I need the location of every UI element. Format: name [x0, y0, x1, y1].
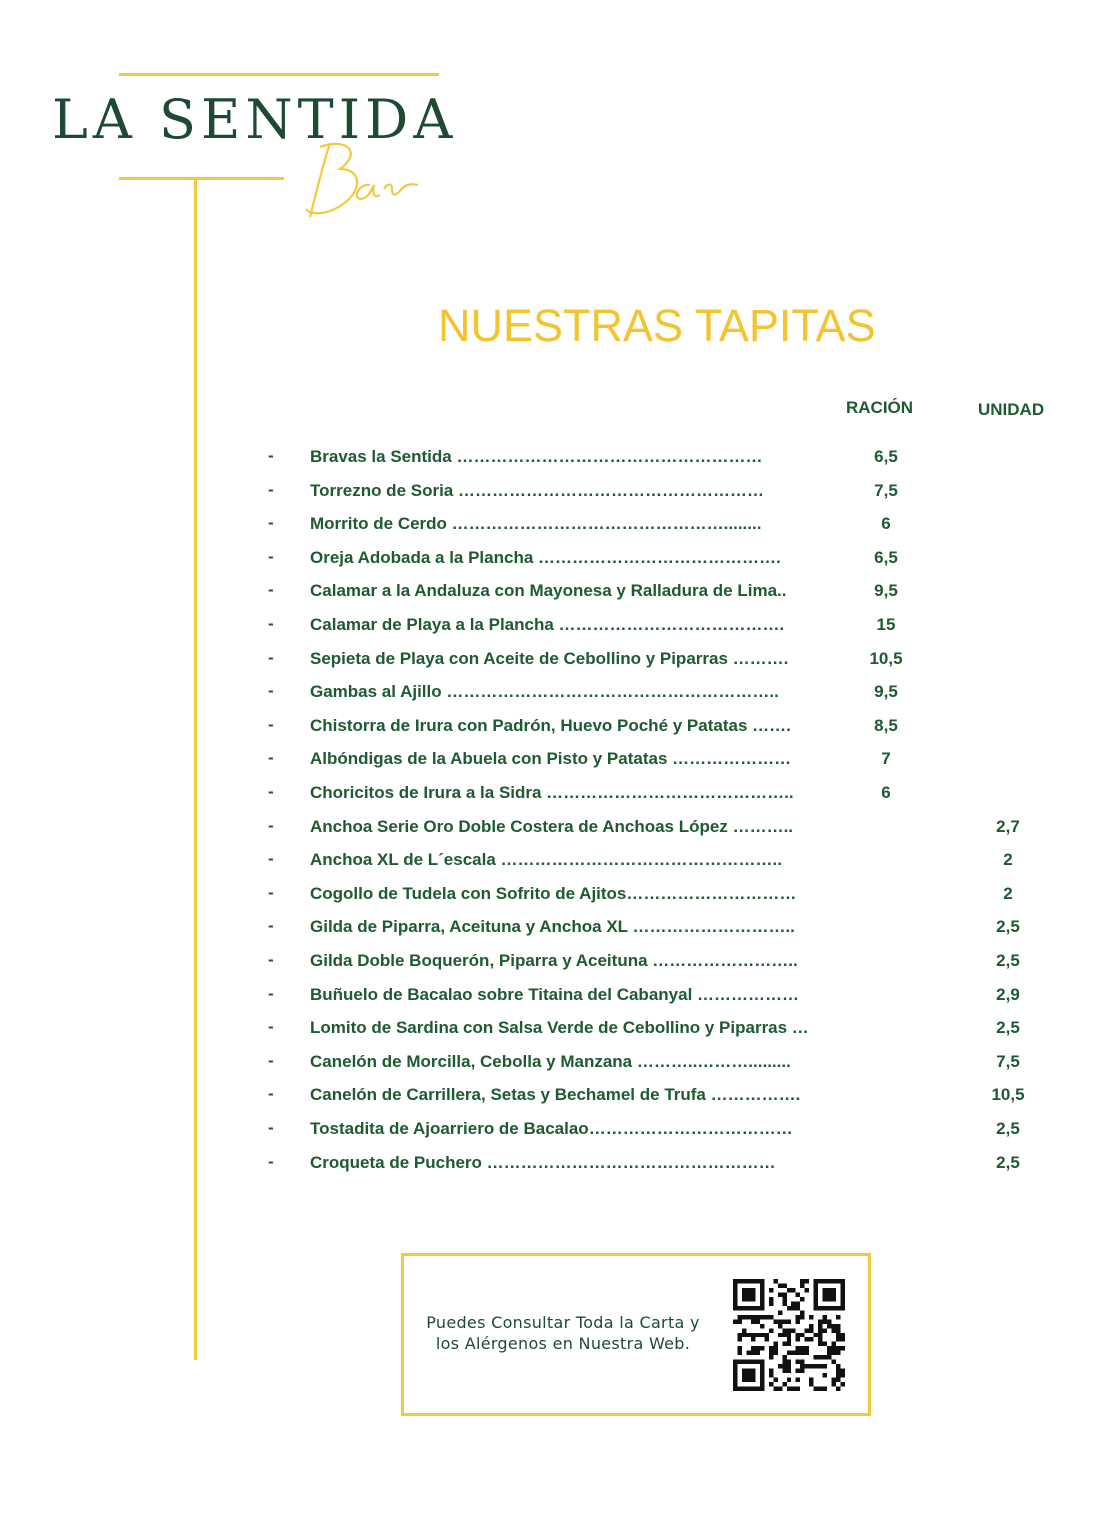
- menu-item: [0, 547, 1112, 569]
- menu-item-name: Gambas al Ajillo …………………………………………………..: [310, 682, 779, 702]
- menu-item: [0, 782, 1112, 804]
- menu-item: [0, 1084, 1112, 1106]
- menu-item: [0, 883, 1112, 905]
- menu-item-bullet: -: [268, 782, 274, 801]
- menu-item: [0, 480, 1112, 502]
- menu-item-name: Calamar a la Andaluza con Mayonesa y Ralladura de Lima..: [310, 581, 787, 601]
- qr-info-text-line1: Puedes Consultar Toda la Carta y: [426, 1313, 700, 1332]
- menu-item-name: Albóndigas de la Abuela con Pisto y Patatas …………………: [310, 749, 792, 769]
- qr-info-box: [401, 1253, 871, 1416]
- menu-item-bullet: -: [268, 1017, 274, 1037]
- menu-item: [0, 614, 1112, 636]
- menu-item-name: Oreja Adobada a la Plancha …………………………………….: [310, 547, 781, 567]
- menu-item-price-unidad: 7,5: [996, 1051, 1020, 1071]
- menu-item-name: Buñuelo de Bacalao sobre Titaina del Cabanyal ………………: [310, 984, 800, 1004]
- qr-info-text-line2: los Alérgenos en Nuestra Web.: [435, 1334, 691, 1353]
- menu-item-name: Chistorra de Irura con Padrón, Huevo Poché y Patatas …….: [310, 715, 791, 735]
- menu-item: [0, 715, 1112, 737]
- menu-item-bullet: -: [268, 647, 274, 667]
- menu-item-price-racion: 6,5: [874, 447, 898, 466]
- menu-item-name: Lomito de Sardina con Salsa Verde de Cebollino y Piparras …: [310, 1018, 809, 1038]
- menu-item: [0, 1118, 1112, 1140]
- menu-item: [0, 816, 1112, 838]
- menu-item: [0, 1152, 1112, 1174]
- menu-item: [0, 513, 1112, 535]
- menu-item-bullet: -: [268, 983, 274, 1003]
- menu-item: [0, 1017, 1112, 1039]
- menu-item-price-racion: 7,5: [874, 480, 898, 500]
- menu-item-name: Anchoa Serie Oro Doble Costera de Anchoas López ………..: [310, 816, 794, 836]
- menu-item-name: Anchoa XL de L´escala …………………………………………..: [310, 850, 782, 870]
- menu-item-bullet: -: [268, 714, 274, 734]
- menu-item-name: Bravas la Sentida ………………………………………………: [310, 447, 763, 466]
- menu-item: [0, 916, 1112, 938]
- menu-item-bullet: -: [268, 546, 274, 566]
- menu-item-bullet: -: [268, 1151, 274, 1171]
- brand-script-bar: [300, 133, 432, 225]
- menu-item-bullet: -: [268, 513, 274, 533]
- menu-item-bullet: -: [268, 849, 274, 869]
- menu-item-name: Tostadita de Ajoarriero de Bacalao………………………………: [310, 1119, 793, 1138]
- menu-item-bullet: -: [268, 815, 274, 835]
- menu-item-price-unidad: 2,7: [996, 816, 1020, 836]
- menu-item-price-racion: 9,5: [874, 682, 898, 702]
- column-header-racion: RACIÓN: [846, 398, 914, 417]
- menu-item-price-unidad: 2: [1003, 850, 1013, 870]
- menu-item-price-unidad: 2,5: [996, 917, 1020, 937]
- menu-item-price-racion: 6: [881, 514, 891, 534]
- menu-item-bullet: -: [268, 614, 274, 633]
- menu-item-price-unidad: 2,5: [996, 951, 1020, 970]
- menu-item-name: Canelón de Morcilla, Cebolla y Manzana ………..……….........: [310, 1051, 791, 1071]
- menu-item: [0, 446, 1112, 468]
- menu-title: NUESTRAS TAPITAS: [438, 300, 876, 351]
- menu-item-price-racion: 6: [881, 783, 891, 802]
- menu-item-bullet: -: [268, 446, 274, 465]
- menu-item-name: Canelón de Carrillera, Setas y Bechamel de Trufa …………….: [310, 1085, 801, 1105]
- menu-item-name: Calamar de Playa a la Plancha ………………………………….: [310, 615, 785, 634]
- menu-item-price-racion: 7: [881, 749, 891, 769]
- menu-item-bullet: -: [268, 1084, 274, 1104]
- menu-item-name: Gilda Doble Boquerón, Piparra y Aceituna ……………………..: [310, 951, 798, 970]
- menu-item-bullet: -: [268, 1118, 274, 1137]
- column-header-unidad: UNIDAD: [978, 400, 1045, 419]
- menu-item-price-unidad: 10,5: [991, 1085, 1025, 1105]
- menu-item-price-racion: 10,5: [869, 648, 903, 668]
- menu-item-name: Morrito de Cerdo …………………………………………........: [310, 514, 762, 534]
- menu-item-price-racion: 15: [876, 615, 896, 634]
- menu-item-price-unidad: 2,5: [996, 1018, 1020, 1038]
- menu-item: [0, 580, 1112, 602]
- menu-item: [0, 849, 1112, 871]
- menu-item: [0, 681, 1112, 703]
- menu-item-name: Croqueta de Puchero ……………………………………………: [310, 1152, 776, 1172]
- menu-item: [0, 648, 1112, 670]
- menu-item: [0, 984, 1112, 1006]
- menu-item-name: Cogollo de Tudela con Sofrito de Ajitos…………………………: [310, 883, 797, 903]
- menu-item-bullet: -: [268, 681, 274, 701]
- menu-item-bullet: -: [268, 950, 274, 969]
- menu-item: [0, 950, 1112, 972]
- menu-item-price-unidad: 2: [1003, 883, 1013, 903]
- menu-item-bullet: -: [268, 748, 274, 768]
- menu-item-bullet: -: [268, 1050, 274, 1070]
- menu-item-bullet: -: [268, 479, 274, 499]
- menu-item-name: Torrezno de Soria ………………………………………………: [310, 480, 764, 500]
- menu-item-price-unidad: 2,9: [996, 984, 1020, 1004]
- menu-item-price-unidad: 2,5: [996, 1119, 1020, 1138]
- qr-info-text: [418, 1312, 708, 1354]
- menu-item-bullet: -: [268, 580, 274, 600]
- menu-item: [0, 748, 1112, 770]
- top-gold-line: [119, 73, 439, 76]
- menu-item-price-racion: 8,5: [874, 715, 898, 735]
- qr-code[interactable]: [733, 1279, 845, 1391]
- menu-item: [0, 1051, 1112, 1073]
- mid-gold-line: [119, 177, 284, 180]
- menu-item-name: Choricitos de Irura a la Sidra ……………………………………..: [310, 783, 794, 802]
- menu-item-price-racion: 6,5: [874, 547, 898, 567]
- menu-item-name: Sepieta de Playa con Aceite de Cebollino y Piparras ……….: [310, 648, 789, 668]
- menu-item-name: Gilda de Piparra, Aceituna y Anchoa XL ………………………..: [310, 917, 795, 937]
- menu-item-bullet: -: [268, 882, 274, 902]
- menu-item-price-unidad: 2,5: [996, 1152, 1020, 1172]
- menu-item-price-racion: 9,5: [874, 581, 898, 601]
- menu-item-bullet: -: [268, 916, 274, 936]
- brand-name: LA SENTIDA: [52, 88, 458, 151]
